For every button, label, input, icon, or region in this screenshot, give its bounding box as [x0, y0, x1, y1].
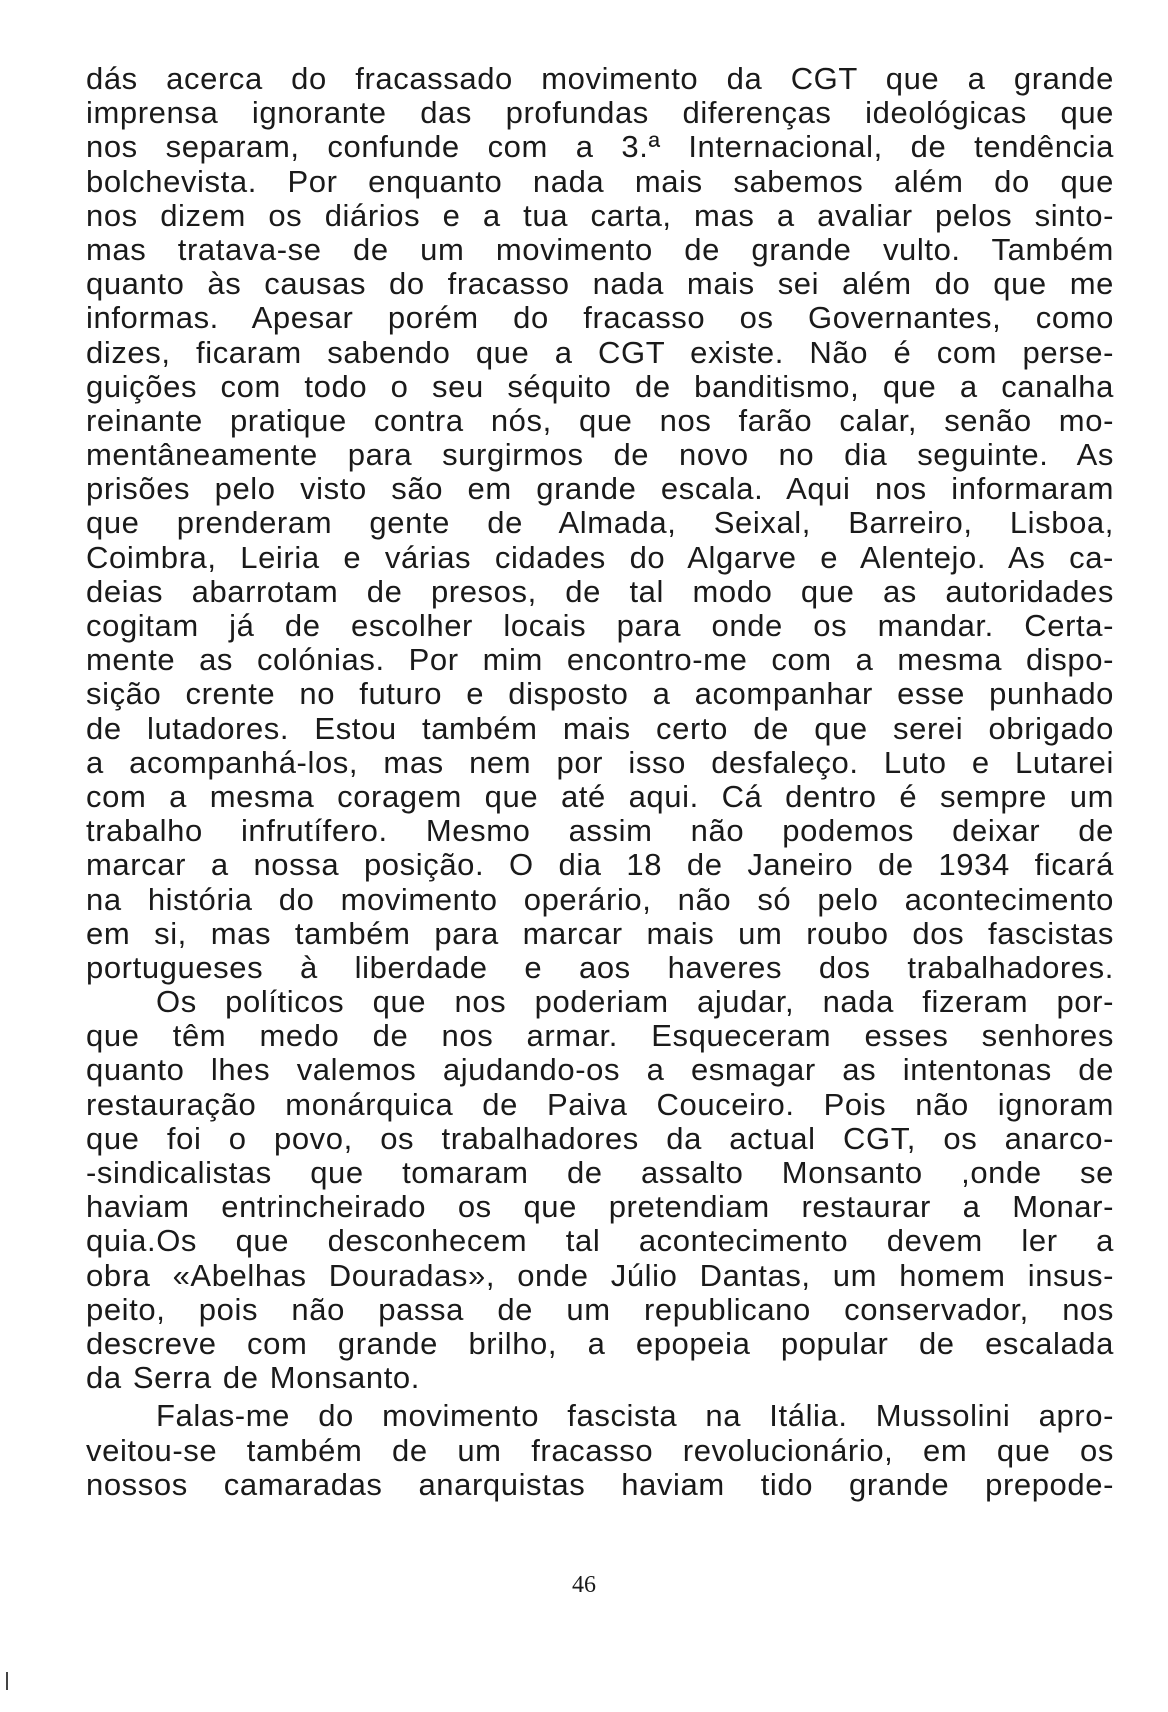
text-line: obra «Abelhas Douradas», onde Júlio Dantas, um homem insus- [86, 1257, 1114, 1293]
text-line: nos separam, confunde com a 3.ª Internacional, de tendência [86, 129, 1114, 165]
text-line: que prenderam gente de Almada, Seixal, Barreiro, Lisboa, [86, 505, 1114, 541]
text-line: imprensa ignorante das profundas diferenças ideológicas que [86, 95, 1114, 131]
text-line: bolchevista. Por enquanto nada mais sabemos além do que [86, 163, 1114, 199]
text-line: marcar a nossa posição. O dia 18 de Janeiro de 1934 ficará [86, 847, 1114, 883]
text-line: haviam entrincheirado os que pretendiam restaurar a Monar- [86, 1189, 1114, 1225]
text-line: reinante pratique contra nós, que nos farão calar, senão mo- [86, 402, 1114, 438]
text-line: em si, mas também para marcar mais um roubo dos fascistas [86, 915, 1114, 951]
text-line: mas tratava-se de um movimento de grande vulto. Também [86, 231, 1114, 267]
text-line: nos dizem os diários e a tua carta, mas a avaliar pelos sinto- [86, 197, 1114, 233]
text-line: que foi o povo, os trabalhadores da actual CGT, os anarco- [86, 1120, 1114, 1156]
text-line: quanto lhes valemos ajudando-os a esmagar as intentonas de [86, 1052, 1114, 1088]
text-line: peito, pois não passa de um republicano conservador, nos [86, 1291, 1114, 1327]
text-line: de lutadores. Estou também mais certo de que serei obrigado [86, 710, 1114, 746]
text-line: da Serra de Monsanto. [86, 1360, 420, 1396]
text-line: sição crente no futuro e disposto a acompanhar esse punhado [86, 676, 1114, 712]
scan-margin-mark [6, 1672, 8, 1690]
text-line: Os políticos que nos poderiam ajudar, nada fizeram por- [156, 984, 1114, 1020]
text-line: Falas-me do movimento fascista na Itália. Mussolini apro- [156, 1398, 1114, 1434]
text-line: prisões pelo visto são em grande escala. Aqui nos informaram [86, 471, 1114, 507]
text-line: que têm medo de nos armar. Esqueceram esses senhores [86, 1018, 1114, 1054]
text-line: trabalho infrutífero. Mesmo assim não podemos deixar de [86, 813, 1114, 849]
page-number: 46 [572, 1572, 596, 1598]
text-line: dás acerca do fracassado movimento da CGT que a grande [86, 61, 1114, 96]
text-line: Coimbra, Leiria e várias cidades do Algarve e Alentejo. As ca- [86, 539, 1114, 575]
text-line: cogitam já de escolher locais para onde os mandar. Certa- [86, 608, 1114, 643]
text-line: nossos camaradas anarquistas haviam tido grande prepode- [86, 1466, 1114, 1502]
text-line: -sindicalistas que tomaram de assalto Monsanto ,onde se [86, 1155, 1114, 1190]
text-line: dizes, ficaram sabendo que a CGT existe. Não é com perse- [86, 334, 1114, 370]
paragraph-1 [86, 62, 1114, 985]
text-line: na história do movimento operário, não só pelo acontecimento [86, 881, 1114, 917]
paragraph-3 [86, 1399, 1114, 1502]
text-line: mentâneamente para surgirmos de novo no dia seguinte. As [86, 437, 1114, 473]
text-line: informas. Apesar porém do fracasso os Governantes, como [86, 300, 1114, 336]
paragraph-2 [86, 985, 1114, 1395]
text-line: guições com todo o seu séquito de banditismo, que a canalha [86, 368, 1114, 404]
text-line: mente as colónias. Por mim encontro-me com a mesma dispo- [86, 642, 1114, 678]
text-line: portugueses à liberdade e aos haveres dos trabalhadores. [86, 949, 1114, 985]
text-line: quia.Os que desconhecem tal acontecimento devem ler a [86, 1223, 1114, 1259]
text-line: veitou-se também de um fracasso revolucionário, em que os [86, 1432, 1114, 1468]
text-line: com a mesma coragem que até aqui. Cá dentro é sempre um [86, 778, 1114, 814]
text-line: restauração monárquica de Paiva Couceiro. Pois não ignoram [86, 1086, 1114, 1122]
body-text [86, 62, 1114, 1502]
text-line: a acompanhá-los, mas nem por isso desfaleço. Luto e Lutarei [86, 744, 1114, 780]
text-line: descreve com grande brilho, a epopeia popular de escalada [86, 1325, 1114, 1361]
text-line: quanto às causas do fracasso nada mais sei além do que me [86, 266, 1114, 302]
text-line: deias abarrotam de presos, de tal modo que as autoridades [86, 573, 1114, 609]
